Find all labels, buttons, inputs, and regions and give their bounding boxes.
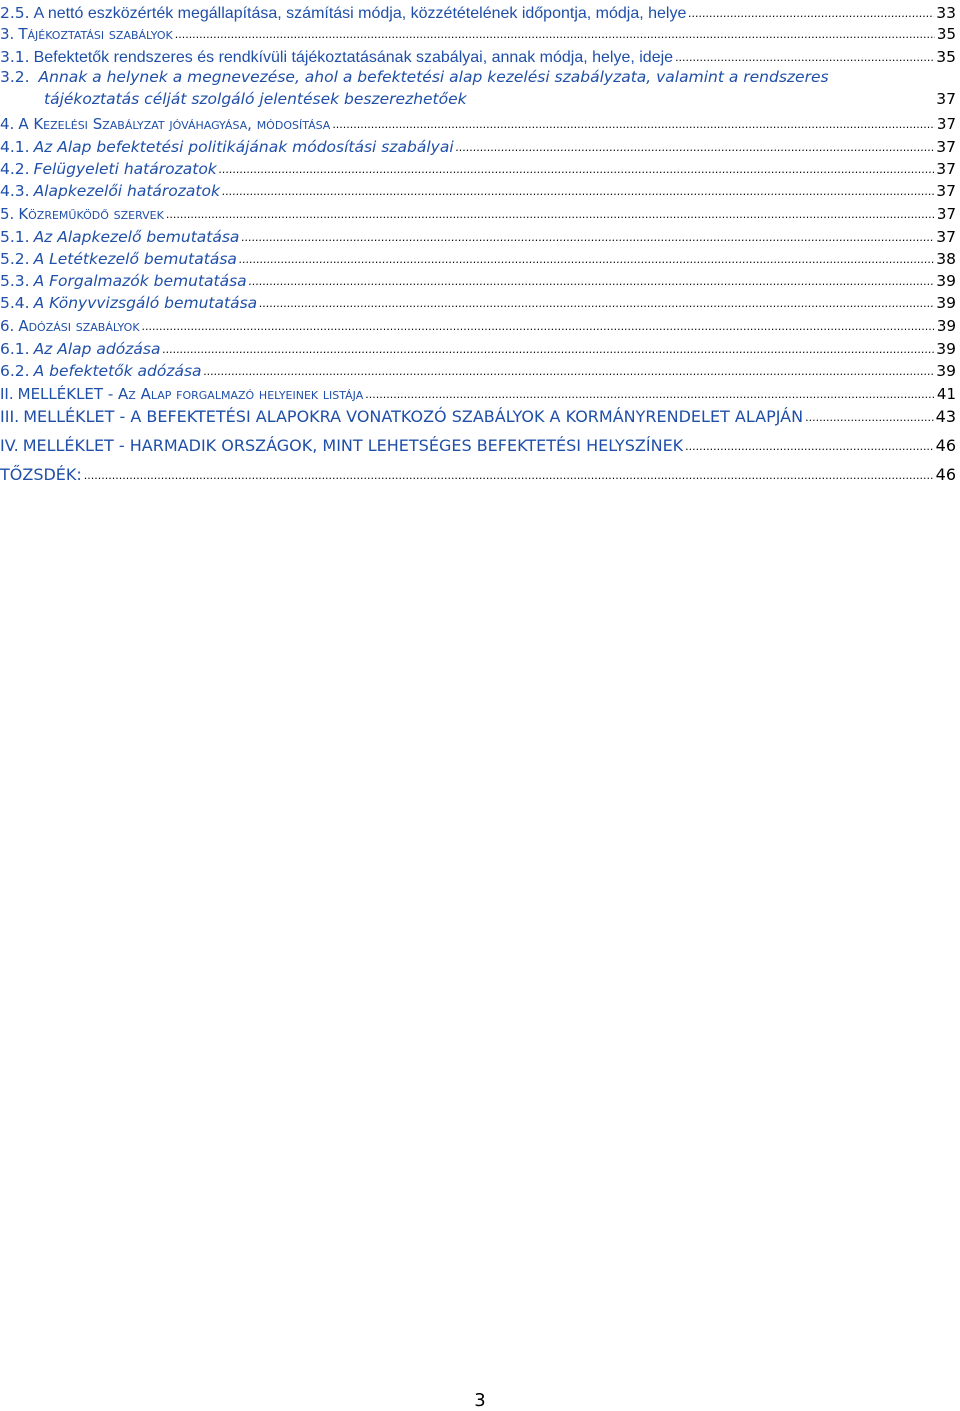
- toc-entry-number: 3.2.: [0, 68, 30, 86]
- toc-entry-title-line1: Annak a helynek a megnevezése, ahol a befektetési alap kezelési szabályzata, valamint a rendszeres: [38, 68, 829, 86]
- toc-entry-4-3[interactable]: [0, 180, 956, 200]
- toc-entry-number: 5.: [0, 205, 15, 223]
- toc-entry-page: 37: [936, 227, 956, 246]
- toc-entry-title: A Kezelési Szabályzat jóváhagyása, módosítása: [18, 115, 331, 133]
- toc-entry-5-1[interactable]: [0, 226, 956, 246]
- toc-leader-dots: [675, 46, 934, 62]
- toc-leader-dots: [162, 338, 934, 354]
- toc-entry-number: 6.2.: [0, 361, 30, 380]
- toc-entry-number: 6.1.: [0, 339, 30, 358]
- toc-entry-number: 5.4.: [0, 293, 30, 312]
- toc-entry-title: A Könyvvizsgáló bemutatása: [33, 293, 258, 312]
- toc-entry-title: MELLÉKLET - Az Alap forgalmazó helyeinek listája: [17, 385, 364, 403]
- toc-entry-title: Az Alapkezelő bemutatása: [33, 227, 240, 246]
- toc-leader-dots: [239, 248, 934, 264]
- toc-leader-dots: [204, 360, 935, 376]
- toc-entry-annex-4[interactable]: [0, 435, 956, 455]
- toc-entry-number: 5.2.: [0, 249, 30, 268]
- toc-leader-dots: [685, 435, 933, 451]
- toc-entry-number: 3.: [0, 25, 15, 43]
- toc-entry-title-line2: tájékoztatás célját szolgáló jelentések beszerezhetőek: [44, 89, 467, 108]
- toc-entry-number: 5.1.: [0, 227, 30, 246]
- toc-entry-title: Az Alap adózása: [33, 339, 161, 358]
- toc-leader-dots: [219, 158, 934, 174]
- toc-leader-dots: [365, 384, 935, 399]
- toc-entry-number: III.: [0, 407, 20, 426]
- toc-entry-title: MELLÉKLET - HARMADIK ORSZÁGOK, MINT LEHETSÉGES BEFEKTETÉSI HELYSZÍNEK: [22, 436, 684, 455]
- toc-entry-page: 38: [936, 249, 956, 268]
- toc-entry-page: 37: [936, 115, 956, 133]
- toc-entry-page: 39: [936, 317, 956, 335]
- toc-entry-3-1[interactable]: [0, 46, 956, 67]
- toc-entry-4-2[interactable]: [0, 158, 956, 178]
- toc-entry-number: 4.1.: [0, 137, 30, 156]
- toc-entry-title: A Letétkezelő bemutatása: [33, 249, 237, 268]
- toc-entry-number: IV.: [0, 436, 19, 455]
- toc-entry-title: A nettó eszközérték megállapítása, számítási módja, közzétételének időpontja, módja, helye: [33, 4, 687, 22]
- toc-leader-dots: [456, 136, 935, 152]
- toc-entry-page: 37: [936, 181, 956, 200]
- toc-entry-3-2[interactable]: [0, 68, 956, 108]
- toc-entry-number: 4.2.: [0, 159, 30, 178]
- toc-leader-dots: [469, 88, 935, 104]
- toc-entry-page: 39: [936, 361, 956, 380]
- toc-entry-page: 41: [936, 385, 956, 403]
- toc-entry-number: 5.3.: [0, 271, 30, 290]
- toc-entry-4-1[interactable]: [0, 136, 956, 156]
- toc-entry-page: 39: [936, 339, 956, 358]
- toc-entry-5-2[interactable]: [0, 248, 956, 268]
- toc-entry-number: 6.: [0, 317, 15, 335]
- toc-entry-page: 35: [936, 25, 956, 43]
- toc-leader-dots: [175, 24, 935, 39]
- toc-leader-dots: [805, 406, 934, 422]
- toc-entry-page: 35: [936, 47, 956, 66]
- toc-entry-page: 37: [936, 89, 956, 108]
- toc-leader-dots: [222, 180, 934, 196]
- toc-leader-dots: [84, 464, 934, 480]
- toc-entry-number: II.: [0, 385, 14, 403]
- toc-entry-page: 37: [936, 159, 956, 178]
- toc-entry-page: 46: [935, 465, 956, 484]
- toc-entry-annex-2[interactable]: [0, 384, 956, 403]
- toc-leader-dots: [688, 2, 934, 18]
- toc-leader-dots: [166, 204, 935, 219]
- toc-entry-title: A befektetők adózása: [33, 361, 202, 380]
- toc-entry-title: Felügyeleti határozatok: [33, 159, 217, 178]
- toc-entry-title: Tájékoztatási szabályok: [18, 25, 173, 43]
- toc-entry-page: 39: [936, 293, 956, 312]
- toc-entry-title: Az Alap befektetési politikájának módosítási szabályai: [33, 137, 454, 156]
- toc-entry-number: 4.3.: [0, 181, 30, 200]
- toc-leader-dots: [332, 114, 935, 129]
- toc-leader-dots: [142, 316, 935, 331]
- toc-entry-page: 37: [936, 137, 956, 156]
- toc-entry-2-5[interactable]: [0, 2, 956, 23]
- toc-entry-number: 4.: [0, 115, 15, 133]
- toc-entry-title: Alapkezelői határozatok: [33, 181, 220, 200]
- toc-entry-page: 37: [936, 205, 956, 223]
- toc-entry-page: 43: [935, 407, 956, 426]
- toc-entry-number: 2.5.: [0, 3, 30, 22]
- toc-leader-dots: [249, 270, 935, 286]
- toc-entry-annex-3[interactable]: [0, 406, 956, 426]
- toc-entry-title: TŐZSDÉK:: [0, 465, 82, 484]
- toc-entry-5-3[interactable]: [0, 270, 956, 290]
- page-number: 3: [474, 1390, 486, 1411]
- toc-entry-5[interactable]: [0, 204, 956, 223]
- toc-entry-title: Adózási szabályok: [18, 317, 140, 335]
- toc-entry-page: 33: [936, 3, 956, 22]
- toc-entry-stock-exchanges[interactable]: [0, 464, 956, 484]
- toc-entry-title: A Forgalmazók bemutatása: [33, 271, 247, 290]
- toc-entry-6-2[interactable]: [0, 360, 956, 380]
- toc-leader-dots: [241, 226, 934, 242]
- toc-entry-number: 3.1.: [0, 47, 30, 66]
- toc-entry-6[interactable]: [0, 316, 956, 335]
- toc-entry-4[interactable]: [0, 114, 956, 133]
- toc-entry-6-1[interactable]: [0, 338, 956, 358]
- toc-entry-page: 46: [935, 436, 956, 455]
- toc-entry-title: MELLÉKLET - A BEFEKTETÉSI ALAPOKRA VONATKOZÓ SZABÁLYOK A KORMÁNYRENDELET ALAPJÁN: [23, 407, 804, 426]
- toc-entry-title: Befektetők rendszeres és rendkívüli tájékoztatásának szabályai, annak módja, helye, ideje: [33, 48, 674, 66]
- toc-leader-dots: [259, 292, 934, 308]
- toc-entry-title: Közreműködő szervek: [18, 205, 164, 223]
- toc-entry-5-4[interactable]: [0, 292, 956, 312]
- toc-entry-page: 39: [936, 271, 956, 290]
- toc-entry-3[interactable]: [0, 24, 956, 43]
